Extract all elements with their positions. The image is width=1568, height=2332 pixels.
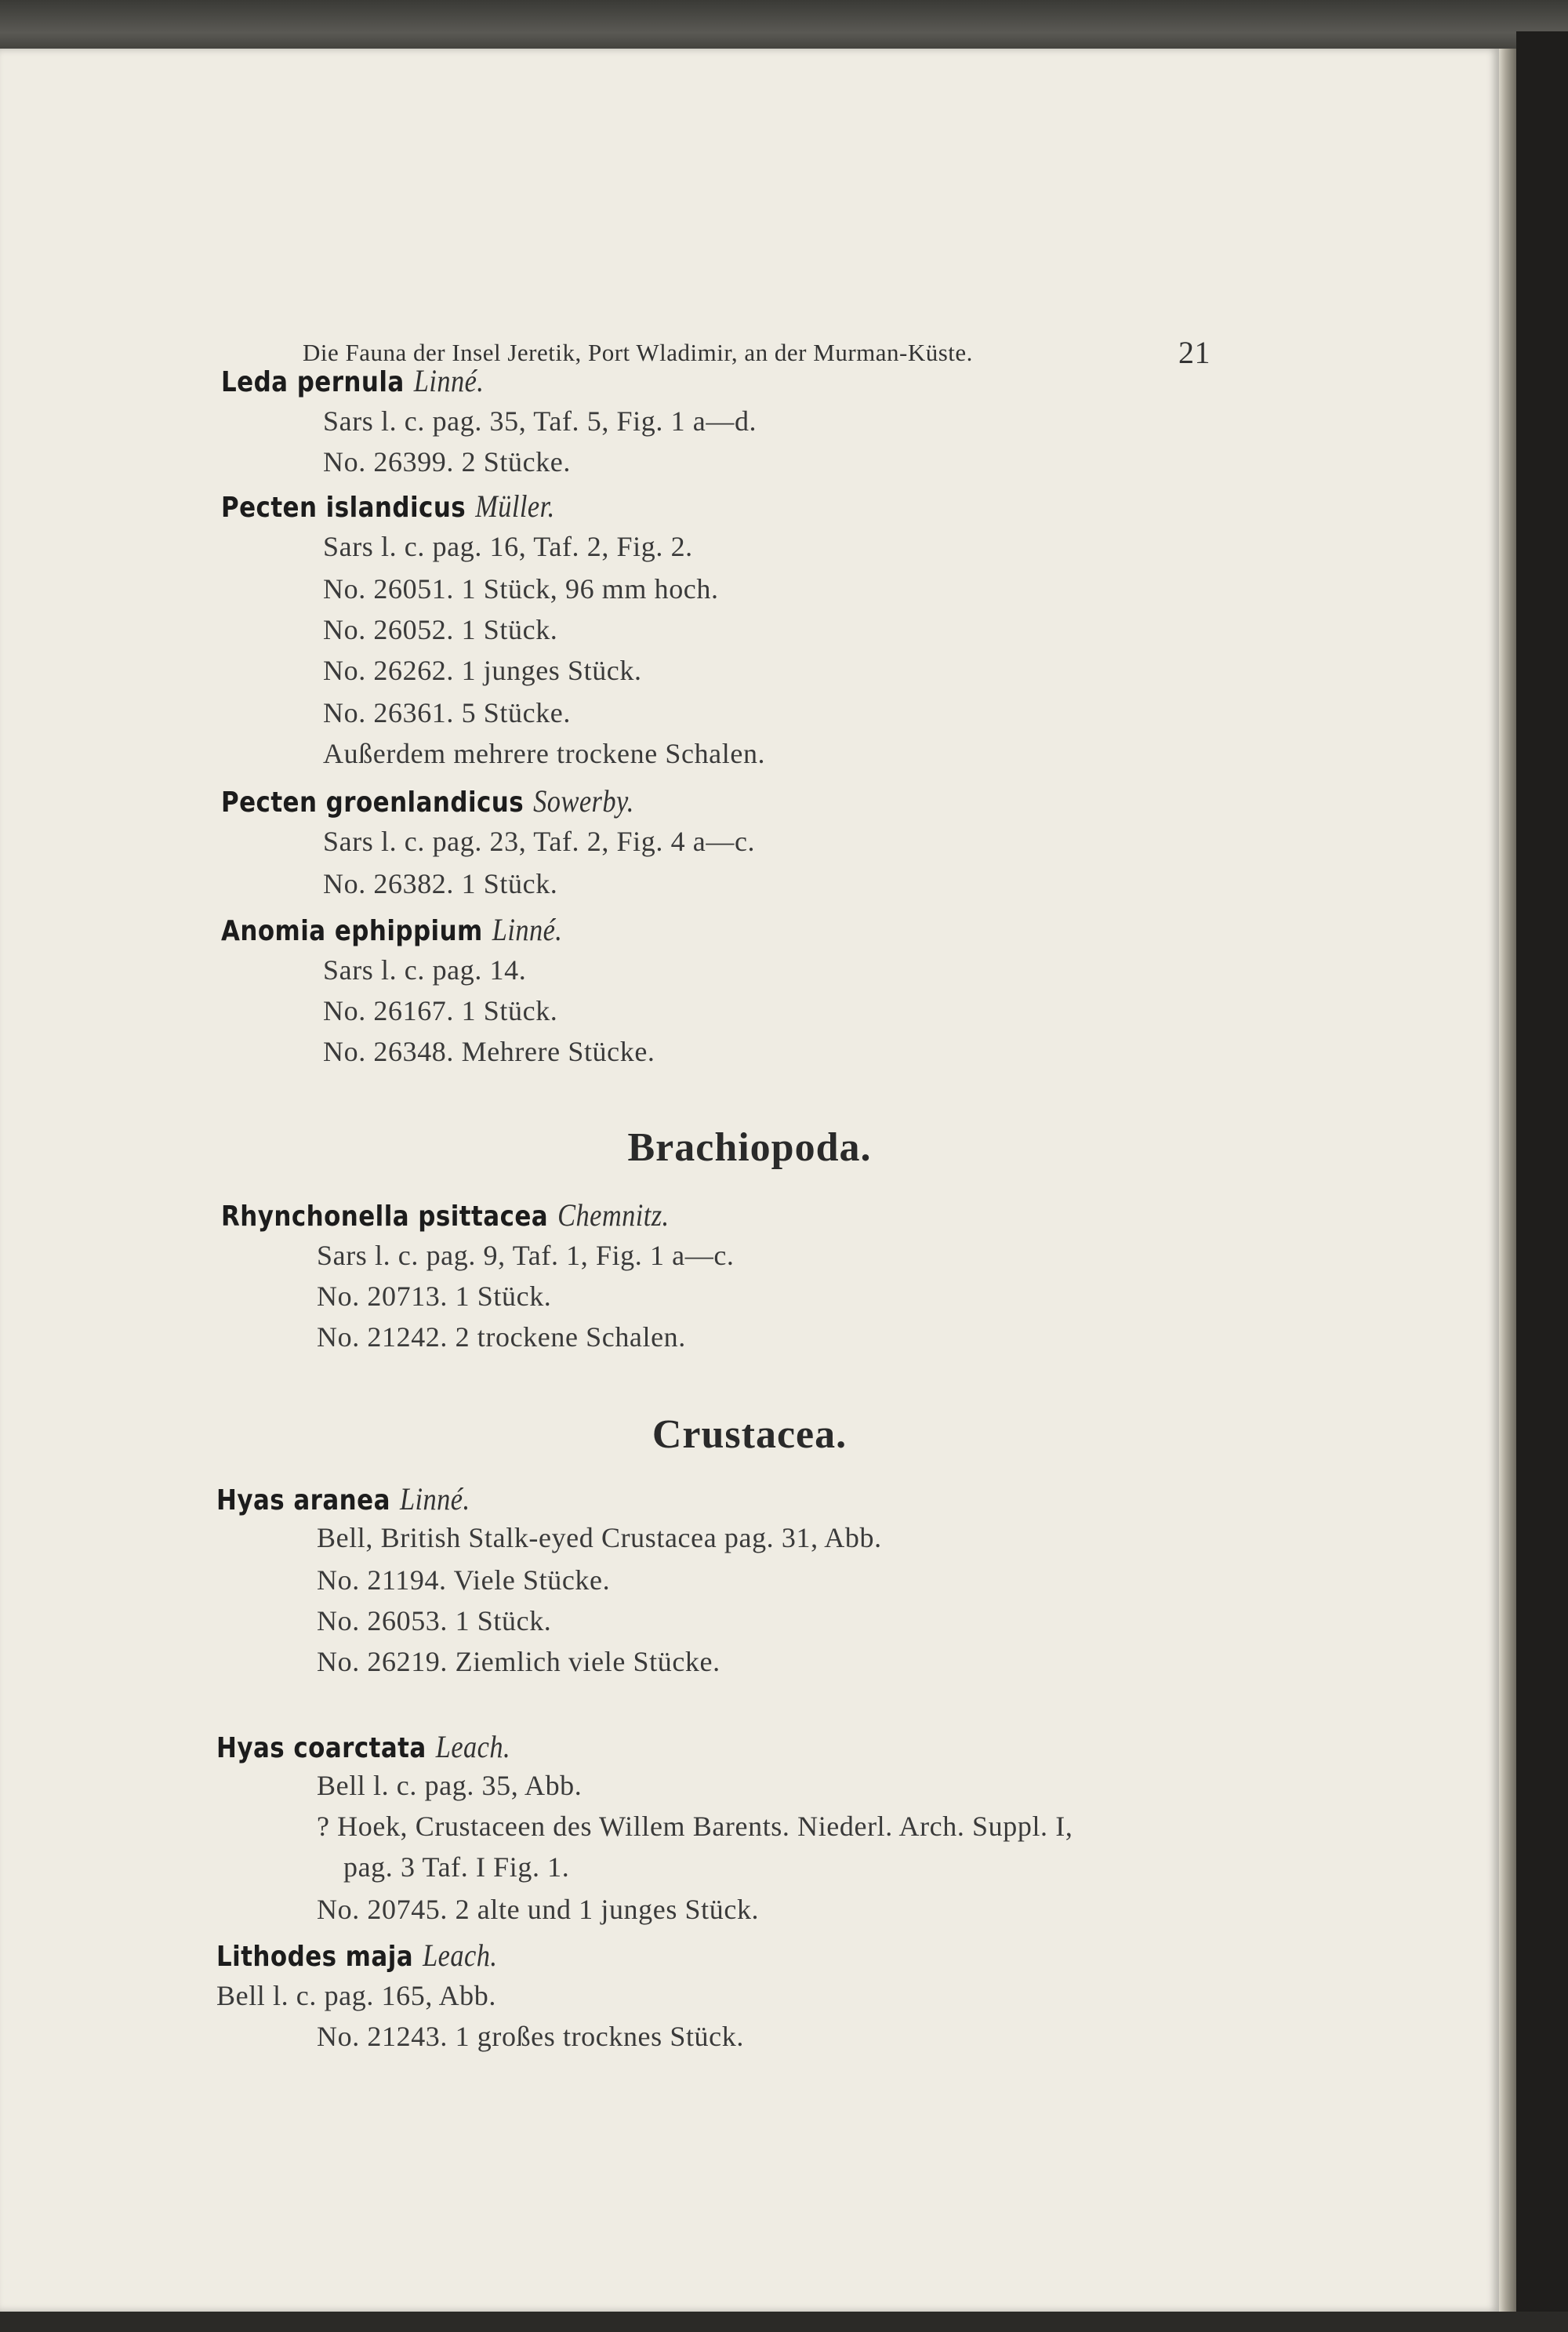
species-author: Linné. bbox=[399, 1481, 470, 1517]
species-heading bbox=[216, 1937, 497, 1974]
section-heading-brachiopoda: Brachiopoda. bbox=[627, 1125, 872, 1170]
reference-line: No. 26262. 1 junges Stück. bbox=[323, 655, 642, 686]
book-page bbox=[0, 49, 1499, 2312]
species-name: Leda pernula bbox=[221, 366, 405, 398]
species-author: Linné. bbox=[413, 363, 485, 398]
species-name: Pecten groenlandicus bbox=[221, 786, 524, 819]
reference-line: Bell l. c. pag. 165, Abb. bbox=[216, 1980, 496, 2011]
species-author: Chemnitz. bbox=[557, 1197, 670, 1233]
species-author: Linné. bbox=[492, 912, 563, 947]
reference-line: Sars l. c. pag. 14. bbox=[323, 954, 527, 986]
reference-line: No. 26167. 1 Stück. bbox=[323, 995, 558, 1026]
reference-line: Außerdem mehrere trockene Schalen. bbox=[323, 738, 766, 769]
species-name: Pecten islandicus bbox=[221, 492, 466, 524]
species-name: Lithodes maja bbox=[216, 1941, 414, 1973]
reference-line: No. 20713. 1 Stück. bbox=[317, 1280, 552, 1312]
species-heading bbox=[221, 783, 634, 819]
reference-line: No. 21242. 2 trockene Schalen. bbox=[317, 1321, 686, 1353]
species-author: Leach. bbox=[435, 1729, 511, 1764]
page-edge bbox=[1499, 49, 1516, 2312]
species-author: Leach. bbox=[423, 1938, 498, 1973]
species-author: Müller. bbox=[475, 489, 555, 524]
reference-line: No. 26361. 5 Stücke. bbox=[323, 697, 571, 728]
reference-line: Sars l. c. pag. 9, Taf. 1, Fig. 1 a—c. bbox=[317, 1240, 735, 1271]
reference-line: pag. 3 Taf. I Fig. 1. bbox=[343, 1851, 570, 1883]
reference-line: Bell, British Stalk-eyed Crustacea pag. 31, Abb. bbox=[317, 1522, 882, 1553]
species-name: Hyas aranea bbox=[216, 1484, 390, 1517]
reference-line: No. 20745. 2 alte und 1 junges Stück. bbox=[317, 1894, 760, 1925]
reference-line: Bell l. c. pag. 35, Abb. bbox=[317, 1770, 583, 1801]
reference-line: ? Hoek, Crustaceen des Willem Barents. Niederl. Arch. Suppl. I, bbox=[317, 1811, 1073, 1842]
reference-line: Sars l. c. pag. 16, Taf. 2, Fig. 2. bbox=[323, 531, 693, 562]
reference-line: Sars l. c. pag. 23, Taf. 2, Fig. 4 a—c. bbox=[323, 826, 756, 857]
reference-line: No. 26051. 1 Stück, 96 mm hoch. bbox=[323, 573, 719, 605]
reference-line: No. 26348. Mehrere Stücke. bbox=[323, 1036, 655, 1067]
species-heading bbox=[221, 488, 555, 525]
species-heading bbox=[216, 1728, 510, 1765]
species-heading bbox=[221, 1197, 670, 1233]
reference-line: No. 26382. 1 Stück. bbox=[323, 868, 558, 899]
reference-line: No. 21243. 1 großes trocknes Stück. bbox=[317, 2021, 744, 2052]
book-cover-edge bbox=[1516, 31, 1568, 2332]
species-name: Hyas coarctata bbox=[216, 1732, 426, 1764]
running-title: Die Fauna der Insel Jeretik, Port Wladimir, an der Murman-Küste. bbox=[303, 339, 973, 366]
reference-line: No. 21194. Viele Stücke. bbox=[317, 1564, 611, 1596]
page-content bbox=[0, 49, 1499, 2312]
scan-bottom-border bbox=[0, 2312, 1568, 2332]
reference-line: No. 26052. 1 Stück. bbox=[323, 614, 558, 645]
section-heading-crustacea: Crustacea. bbox=[652, 1412, 848, 1457]
species-heading bbox=[221, 362, 484, 399]
species-heading bbox=[221, 911, 562, 948]
species-name: Anomia ephippium bbox=[221, 915, 483, 947]
reference-line: No. 26399. 2 Stücke. bbox=[323, 446, 571, 478]
species-heading bbox=[216, 1480, 470, 1517]
species-author: Sowerby. bbox=[533, 783, 634, 819]
page-number: 21 bbox=[1178, 335, 1210, 370]
species-name: Rhynchonella psittacea bbox=[221, 1201, 549, 1233]
scan-top-border bbox=[0, 0, 1568, 55]
reference-line: Sars l. c. pag. 35, Taf. 5, Fig. 1 a—d. bbox=[323, 405, 757, 437]
reference-line: No. 26219. Ziemlich viele Stücke. bbox=[317, 1646, 720, 1677]
reference-line: No. 26053. 1 Stück. bbox=[317, 1605, 552, 1636]
